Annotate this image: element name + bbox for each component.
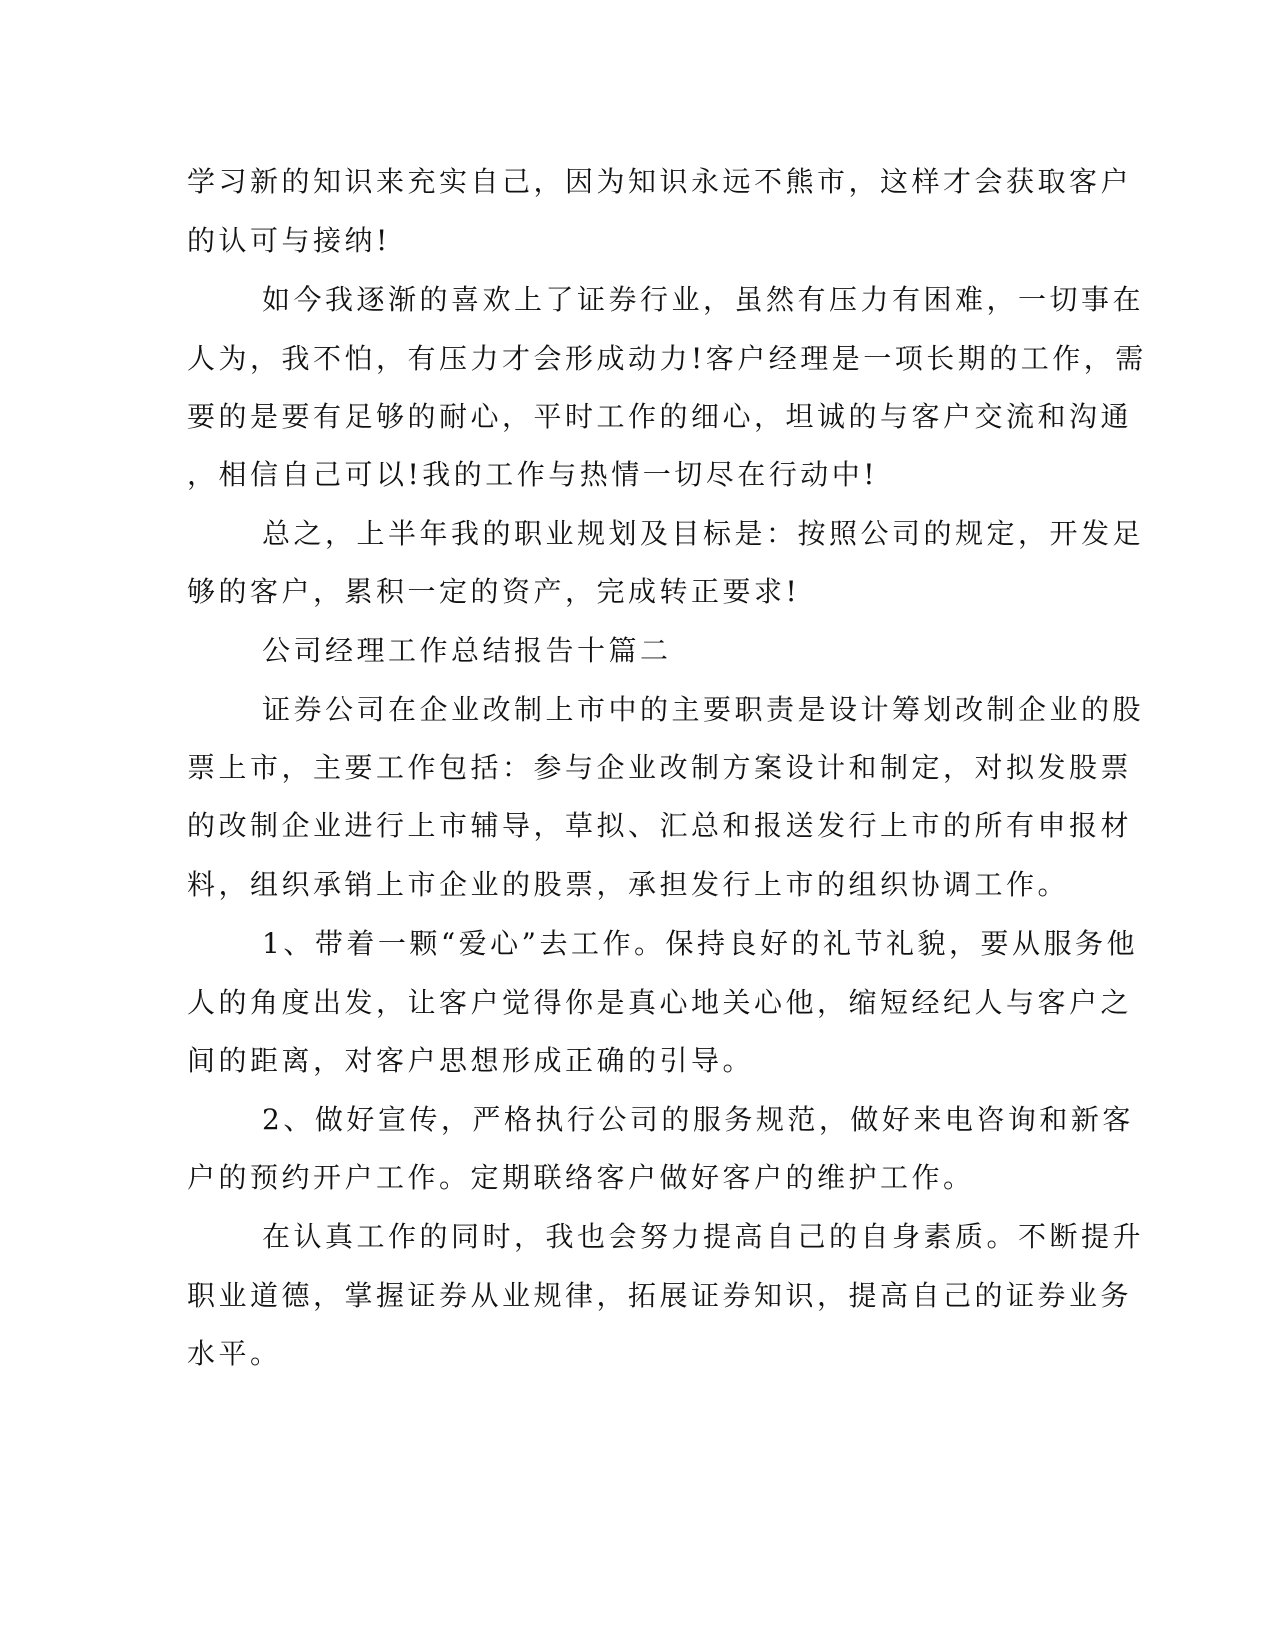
text-line: 票上市，主要工作包括：参与企业改制方案设计和制定，对拟发股票	[187, 751, 1133, 784]
paragraph-first-line: 在认真工作的同时，我也会努力提高自己的自身素质。不断提升	[262, 1220, 1145, 1253]
text-line: 水平。	[187, 1337, 282, 1370]
text-line: 人为，我不怕，有压力才会形成动力!客户经理是一项长期的工作，需	[187, 342, 1147, 375]
list-item-first-line: 2、做好宣传，严格执行公司的服务规范，做好来电咨询和新客	[262, 1103, 1134, 1136]
text-line: 学习新的知识来充实自己，因为知识永远不熊市，这样才会获取客户	[187, 165, 1133, 198]
text-line: 够的客户，累积一定的资产，完成转正要求!	[187, 575, 801, 608]
section-heading: 公司经理工作总结报告十篇二	[262, 634, 672, 667]
text-line: ，相信自己可以!我的工作与热情一切尽在行动中!	[187, 458, 879, 491]
text-line: 间的距离，对客户思想形成正确的引导。	[187, 1044, 755, 1077]
paragraph-first-line: 总之，上半年我的职业规划及目标是：按照公司的规定，开发足	[262, 517, 1145, 550]
text-line: 户的预约开户工作。定期联络客户做好客户的维护工作。	[187, 1161, 975, 1194]
text-line: 料，组织承销上市企业的股票，承担发行上市的组织协调工作。	[187, 868, 1070, 901]
text-line: 职业道德，掌握证券从业规律，拓展证券知识，提高自己的证券业务	[187, 1279, 1133, 1312]
list-item-first-line: 1、带着一颗“爱心”去工作。保持良好的礼节礼貌，要从服务他	[262, 927, 1138, 960]
text-line: 的改制企业进行上市辅导，草拟、汇总和报送发行上市的所有申报材	[187, 809, 1133, 842]
text-line: 的认可与接纳!	[187, 224, 391, 257]
text-line: 要的是要有足够的耐心，平时工作的细心，坦诚的与客户交流和沟通	[187, 400, 1133, 433]
paragraph-first-line: 证券公司在企业改制上市中的主要职责是设计筹划改制企业的股	[262, 693, 1145, 726]
text-line: 人的角度出发，让客户觉得你是真心地关心他，缩短经纪人与客户之	[187, 986, 1133, 1019]
paragraph-first-line: 如今我逐渐的喜欢上了证券行业，虽然有压力有困难，一切事在	[262, 283, 1145, 316]
